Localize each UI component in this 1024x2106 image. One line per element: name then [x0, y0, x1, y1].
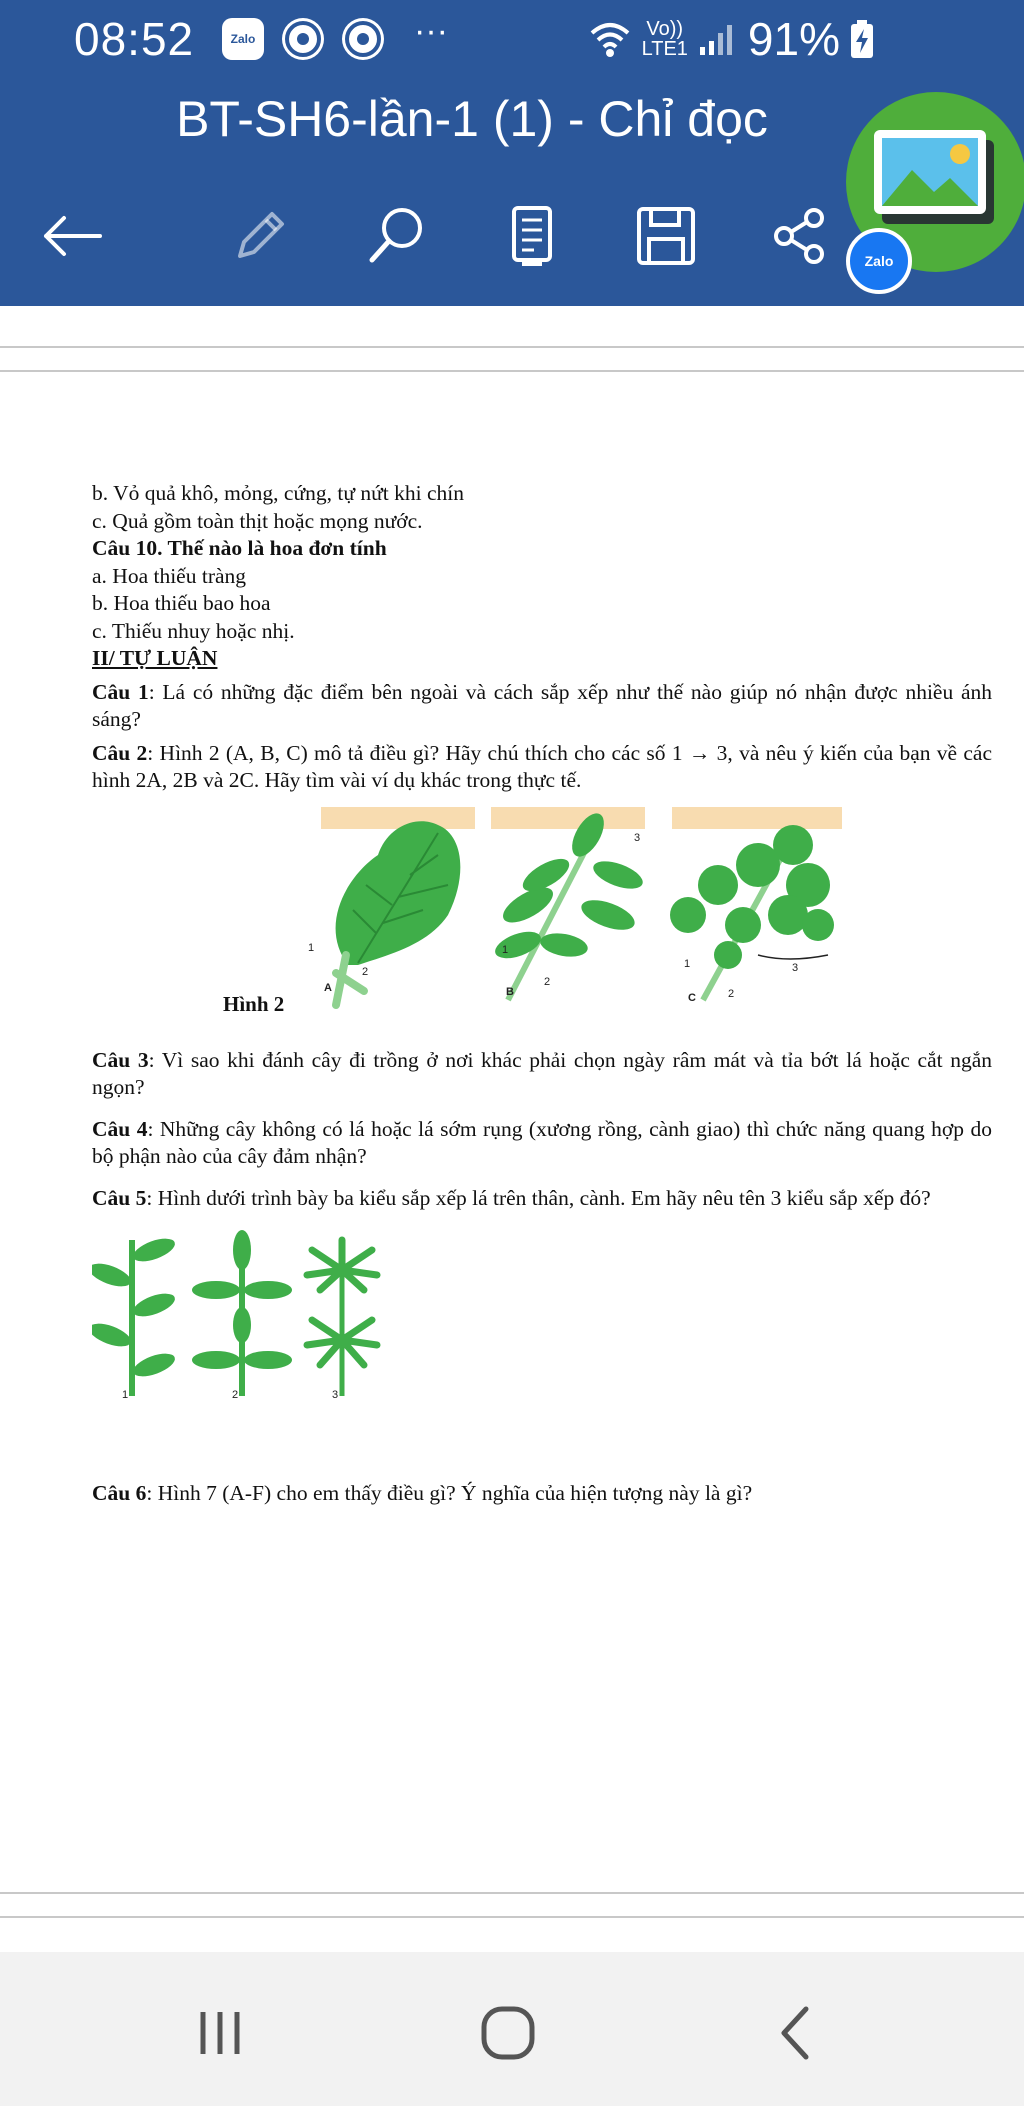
callout-3: 3	[792, 961, 799, 974]
question-4: Câu 4: Những cây không có lá hoặc lá sớm rụng (xương rồng, cành giao) thì chức năng quang hợp do bộ phận nào của cây đảm nhận?	[92, 1116, 992, 1168]
battery-charging-icon	[850, 20, 874, 58]
leaf-arrangement-illustration	[92, 1230, 412, 1406]
figure-tab	[491, 807, 645, 829]
callout-1: 1	[684, 957, 691, 970]
callout-2: 2	[232, 1389, 239, 1401]
status-time: 08:52	[74, 13, 195, 65]
recent-apps-button[interactable]	[180, 1998, 260, 2068]
status-right	[588, 12, 874, 66]
text-line: b. Vỏ quả khô, mỏng, cứng, tự nứt khi chín	[92, 481, 464, 505]
panel-letter-c: C	[688, 991, 696, 1004]
chrome-icon	[342, 18, 384, 60]
text-line: c. Quả gồm toàn thịt hoặc mọng nước.	[92, 508, 423, 533]
option-line: a. Hoa thiếu tràng	[92, 563, 247, 588]
back-arrow-button[interactable]	[32, 196, 112, 276]
network-type: Vo)) LTE1	[641, 18, 688, 60]
chrome-icon	[282, 18, 324, 60]
callout-3: 3	[332, 1389, 339, 1401]
edit-button[interactable]	[220, 196, 300, 276]
callout-2: 2	[544, 975, 551, 988]
section-heading: II/ TỰ LUẬN	[92, 646, 218, 670]
question-6: Câu 6: Hình 7 (A-F) cho em thấy điều gì? Ý nghĩa của hiện tượng này là gì?	[92, 1481, 753, 1505]
system-nav-bar	[0, 1952, 1024, 2106]
question-1: Câu 1: Lá có những đặc điểm bên ngoài và cách sắp xếp như thế nào giúp nó nhận được nhiều ánh sáng?	[92, 679, 992, 731]
question-2: Câu 2: Hình 2 (A, B, C) mô tả điều gì? Hãy chú thích cho các số 1 → 3, và nêu ý kiến của bạn về các hình 2A, 2B và 2C. Hãy tìm vài ví dụ khác trong thực tế.	[92, 740, 993, 792]
share-button[interactable]	[760, 196, 840, 276]
question-3: Câu 3: Vì sao khi đánh cây đi trồng ở nơi khác phải chọn ngày râm mát và tỉa bớt lá hoặc cắt ngắn ngọn?	[92, 1047, 992, 1099]
figure-tab	[672, 807, 842, 829]
home-button[interactable]	[468, 1998, 548, 2068]
document-title: BT-SH6-lần-1 (1) - Chỉ đọc	[176, 91, 768, 147]
callout-1: 1	[502, 943, 509, 956]
share-icon	[770, 206, 830, 266]
reading-view-button[interactable]	[492, 196, 572, 276]
figure-caption: Hình 2	[223, 991, 285, 1016]
zalo-badge: Zalo	[846, 228, 912, 294]
panel-letter-b: B	[506, 985, 514, 998]
page-separator	[0, 1892, 1024, 1894]
zalo-icon: Zalo	[222, 18, 264, 60]
question-10-title: Câu 10. Thế nào là hoa đơn tính	[92, 536, 387, 560]
callout-3: 3	[634, 831, 641, 844]
more-notifications-icon: ···	[414, 12, 448, 50]
save-button[interactable]	[626, 196, 706, 276]
reading-view-icon	[508, 204, 556, 268]
figure-tab	[321, 807, 475, 829]
back-icon	[776, 2005, 816, 2061]
search-icon	[364, 204, 428, 268]
document-body	[92, 480, 992, 1508]
panel-letter-a: A	[324, 981, 332, 994]
leaf-types-illustration	[288, 805, 848, 1037]
callout-1: 1	[122, 1389, 129, 1401]
page-separator	[0, 346, 1024, 348]
wifi-icon	[588, 19, 632, 59]
figure-leaf-arrangement	[92, 1230, 992, 1410]
callout-2: 2	[728, 987, 735, 1000]
status-bar	[0, 0, 1024, 80]
recent-apps-icon	[195, 2008, 245, 2058]
callout-2: 2	[362, 965, 369, 978]
callout-1: 1	[308, 941, 315, 954]
page-separator	[0, 1916, 1024, 1918]
back-arrow-icon	[40, 214, 104, 258]
document-page	[0, 372, 1024, 1892]
back-button[interactable]	[756, 1998, 836, 2068]
save-icon	[635, 205, 697, 267]
option-line: c. Thiếu nhuy hoặc nhị.	[92, 618, 295, 643]
signal-icon	[698, 21, 738, 57]
battery-level: 91%	[747, 13, 840, 65]
figure-2	[92, 805, 992, 1037]
question-5: Câu 5: Hình dưới trình bày ba kiểu sắp xếp lá trên thân, cành. Em hãy nêu tên 3 kiểu sắp xếp đó?	[92, 1185, 931, 1210]
home-icon	[480, 2005, 536, 2061]
search-button[interactable]	[356, 196, 436, 276]
pencil-icon	[230, 206, 290, 266]
option-line: b. Hoa thiếu bao hoa	[92, 591, 271, 615]
